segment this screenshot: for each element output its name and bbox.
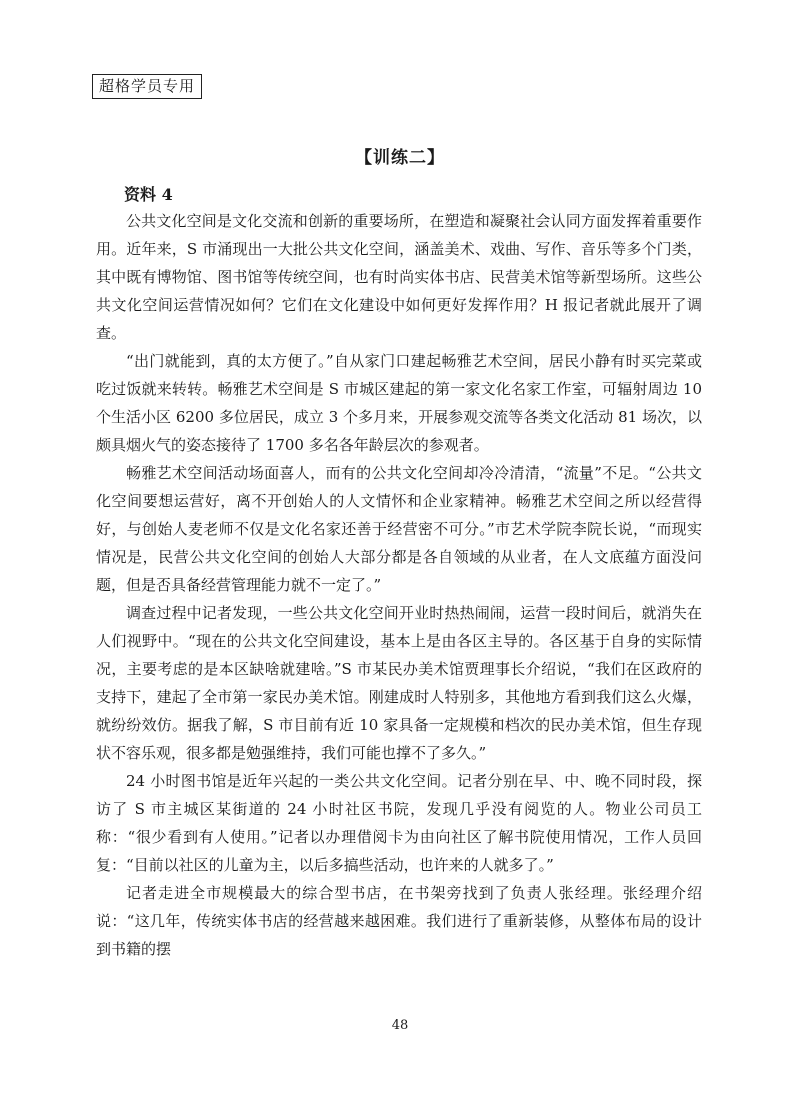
paragraph-5: 24 小时图书馆是近年兴起的一类公共文化空间。记者分别在早、中、晚不同时段，探访了 S 市主城区某街道的 24 小时社区书院，发现几乎没有阅览的人。物业公司员工称：“很少看到有人使用。”记者以办理借阅卡为由向社区了解书院使用情况，工作人员回复：“目前以社区的儿童为主，以后多搞些活动，也许来的人就多了。”	[96, 772, 702, 874]
paragraph-3: 畅雅艺术空间活动场面喜人，而有的公共文化空间却冷冷清清，“流量”不足。“公共文化空间要想运营好，离不开创始人的人文情怀和企业家精神。畅雅艺术空间之所以经营得好，与创始人麦老师不仅是文化名家还善于经营密不可分。”市艺术学院李院长说，“而现实情况是，民营公共文化空间的创始人大部分都是各自领域的从业者，在人文底蕴方面没问题，但是否具备经营管理能力就不一定了。”	[96, 464, 702, 594]
section-title: 【训练二】	[355, 148, 445, 168]
paragraph-4: 调查过程中记者发现，一些公共文化空间开业时热热闹闹，运营一段时间后，就消失在人们视野中。“现在的公共文化空间建设，基本上是由各区主导的。各区基于自身的实际情况，主要考虑的是本区缺啥就建啥。”S 市某民办美术馆贾理事长介绍说，“我们在区政府的支持下，建起了全市第一家民办美术馆。刚建成时人特别多，其他地方看到我们这么火爆，就纷纷效仿。据我了解，S 市目前有近 10 家具备一定规模和档次的民办美术馆，但生存现状不容乐观，很多都是勉强维持，我们可能也撑不了多久。”	[96, 604, 702, 762]
paragraph-1: 公共文化空间是文化交流和创新的重要场所，在塑造和凝聚社会认同方面发挥着重要作用。近年来，S 市涌现出一大批公共文化空间，涵盖美术、戏曲、写作、音乐等多个门类，其中既有博物馆、图书馆等传统空间，也有时尚实体书店、民营美术馆等新型场所。这些公共文化空间运营情况如何？它们在文化建设中如何更好发挥作用？H 报记者就此展开了调查。	[96, 212, 702, 342]
paragraph-6: 记者走进全市规模最大的综合型书店，在书架旁找到了负责人张经理。张经理介绍说：“这几年，传统实体书店的经营越来越困难。我们进行了重新装修，从整体布局的设计到书籍的摆	[96, 884, 702, 958]
student-only-stamp: 超格学员专用	[92, 74, 202, 99]
paragraph-2: “出门就能到，真的太方便了。”自从家门口建起畅雅艺术空间，居民小静有时买完菜或吃过饭就来转转。畅雅艺术空间是 S 市城区建起的第一家文化名家工作室，可辐射周边 10 个生活小区 6200 多位居民，成立 3 个多月来，开展参观交流等各类文化活动 81 场次，以颇具烟火气的姿态接待了 1700 多名各年龄层次的参观者。	[96, 352, 702, 454]
page-number: 48	[391, 1018, 409, 1033]
material-label: 资料 4	[124, 185, 173, 204]
document-body	[96, 207, 702, 963]
